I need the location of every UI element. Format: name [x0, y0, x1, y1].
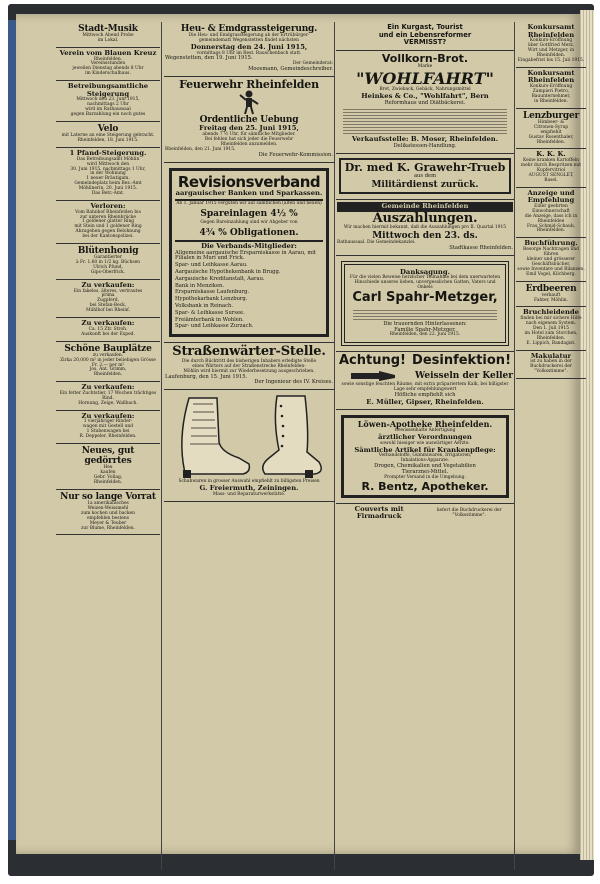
- brand-name: "WOHLFAHRT": [356, 69, 494, 89]
- member-item: Ersparniskasse Laufenburg.: [175, 289, 250, 296]
- ad-text: Verkaufsstelle: B. Moser, Rheinfelden.: [351, 135, 499, 144]
- members-heading: Die Verbands-Mitglieder:: [201, 241, 297, 250]
- member-item: Aargauische Kreditanstalt, Aarau.: [175, 275, 265, 282]
- ad-title: Neues, gut gedörrtes: [81, 445, 135, 467]
- member-item: Allgemeine aargauische Ersparniskasse in Aarau, mit Filialen in Muri und Frick.: [175, 249, 316, 262]
- ad-signature: Die Feuerwehr-Kommission.: [258, 151, 333, 158]
- ad-text: Militärdienst zurück.: [371, 179, 479, 190]
- ad-text: Bei fehlen hat sich jeder die Feuerwehr: [204, 136, 294, 142]
- ad-text: Rheinfelden: [537, 218, 565, 224]
- ad-text: 1 neuer Bräutigam.: [86, 176, 130, 182]
- ad-subtitle: Ordentliche Uebung: [199, 115, 299, 126]
- members-list: [175, 251, 323, 331]
- ad-text: Schuhwaren in grosser Auswahl empfiehlt zu billigsten Preisen: [178, 479, 320, 485]
- ad-text: Rheinfelden.: [536, 228, 566, 234]
- ad-text: Rheinfelden, den 21. Juni 1915.: [165, 146, 236, 152]
- classified-ad: [516, 238, 586, 281]
- ad-text: Meyer & Teuber: [89, 520, 127, 526]
- ad-text: Bauunternehmer,: [531, 93, 571, 99]
- ad-text: prima: [101, 293, 115, 299]
- ad-text: Marke: [417, 64, 433, 70]
- ad-text: Vereinsstunden: [90, 61, 126, 67]
- ad-text: Brot, Zwieback, Gebäck, Nahrungsmittel: [379, 86, 471, 92]
- revisionsverband-ad: [164, 163, 334, 344]
- ad-text: Hornung, Zeige, Wallbach.: [78, 400, 138, 406]
- classified-ad: [56, 22, 160, 48]
- ad-text: gegen Barzahlung ein noch gutes: [70, 112, 146, 118]
- ad-title: Revisionsverband: [177, 172, 321, 191]
- ad-text: Keine kranken Kartoffeln: [522, 158, 580, 164]
- member-item: Spar- und Leihkasse Zurzach.: [175, 323, 254, 330]
- ad-text: Ein Kurgast, Tourist: [387, 23, 463, 31]
- ad-text: Wir machen hiermit bekannt, daß die Auszahlungen pro II. Quartal 1915: [343, 225, 507, 231]
- ad-text: sowie sonstige feuchten Räume, mit extra präpariertem Kalk, bei billigster Lage sehr empfehlungswert: [341, 381, 509, 392]
- ad-text: Verbandstoffe, Gummiwaren, Irrigatoren,: [378, 453, 472, 459]
- ad-subtitle: aargauischer Banken und Sparkassen.: [175, 189, 323, 198]
- ad-text: kaufen: [100, 470, 116, 476]
- classified-ad: [56, 318, 160, 341]
- classified-ad: [516, 351, 586, 379]
- ad-text: Sämtliche Artikel für Krankenpflege:: [354, 445, 496, 454]
- ad-text: Mass- und Reparaturwerkstätte.: [212, 491, 286, 497]
- ad-title: Löwen-Apotheke Rheinfelden.: [357, 419, 493, 430]
- ad-text: zum kochen und backen: [81, 510, 135, 516]
- ad-text: abends 7 ½ Uhr, für sämtliche Mitglieder.: [202, 132, 296, 137]
- ad-text: Das Betreibungsamt Möhlin: [76, 156, 140, 162]
- ad-date: Freitag den 25. Juni 1915,: [199, 124, 299, 133]
- ad-text: 1 Stubenwagen bei: [86, 429, 130, 435]
- ad-text: Citronen-Syrup: [533, 124, 569, 130]
- classified-ad: [56, 444, 160, 490]
- ad-text: Vom Bahnhof Rheinfelden bis: [75, 209, 141, 215]
- ad-title: Heu- & Emdgrassteigerung.: [180, 24, 318, 34]
- ad-text: finden bei mir sichere Hilfe: [520, 316, 582, 322]
- interest-rate: Spareinlagen 4½ %: [200, 208, 298, 219]
- ad-text: Rheinfelden, 18. Juni 1915.: [77, 138, 139, 144]
- ad-text: empfiehlt: [540, 129, 562, 135]
- ad-text: Rheinfelden.: [93, 56, 123, 62]
- column-rule: [334, 22, 335, 870]
- ads-column-2: [164, 22, 334, 870]
- ad-name: E. Müller, Gipser, Rheinfelden.: [366, 397, 484, 406]
- ad-signature: Stadtkasse Rheinfelden.: [449, 245, 513, 252]
- ad-text: gemeindematt Wegenstetten findet nächsten: [199, 38, 299, 43]
- ad-title: Danksagung.: [400, 267, 450, 276]
- ad-title: Achtung!: [339, 353, 406, 369]
- column-rule: [514, 22, 515, 870]
- desinfektion-ad: [336, 352, 514, 410]
- ad-text: Der Gemeinderat:: [292, 61, 333, 67]
- interest-rate: 4¾ % Obligationen.: [199, 227, 299, 238]
- ad-text: jeweilen Dienstag abends 8 Uhr: [72, 66, 144, 72]
- ad-text: à Fr. 1.60 in 1/2 kg. Büchsen: [75, 260, 140, 266]
- ad-text: Möhlinerin, 20. Juni 1915.: [78, 186, 138, 192]
- ad-text: Wegenstetten, den 19. Juni 1915.: [165, 55, 253, 62]
- ad-text: 1a amerikanisches: [87, 500, 129, 506]
- ad-text: Mittwoch Abend Probe: [82, 33, 134, 39]
- ad-text: Zugpferd,: [96, 298, 120, 304]
- ad-text: Rheinfelden anzumelden.: [220, 141, 278, 147]
- ad-title: Feuerwehr Rheinfelden: [179, 78, 319, 91]
- ad-date: Donnerstag den 24. Juni 1915,: [190, 42, 308, 51]
- member-item: Bank in Menziken.: [175, 282, 225, 289]
- ad-title: 1 Pfand-Steigerung.: [69, 149, 147, 158]
- ad-text: Konkurs-Eröffnung: [529, 84, 573, 90]
- boots-illustration: [169, 392, 329, 480]
- ad-text: kleiner und grösserer Geschäftsbücher,: [526, 256, 576, 267]
- ad-text: Prompter Versand in die Umgebung.: [384, 474, 466, 480]
- ad-text: Zampieri Pietro,: [532, 88, 570, 94]
- ad-text: Möhlin wird hiermit zur Wiederbesetzung ausgeschrieben.: [183, 368, 315, 374]
- ad-title: Buchführung.: [524, 239, 578, 248]
- ad-title: Lenzburger: [522, 110, 580, 121]
- ad-text: Ulrich Pfund,: [93, 265, 123, 271]
- ad-text: wird Mittwoch den: [86, 161, 130, 167]
- ad-text: im Kinderschulhaus.: [85, 71, 131, 77]
- ad-text: nach eigenem System.: [525, 320, 577, 326]
- ad-text: Couverts mit Firmadruck: [354, 504, 404, 521]
- ad-text: bei der Kantonspolizei.: [82, 234, 134, 240]
- ad-text: Mittwoch den 23. Juni 1915,: [76, 97, 140, 103]
- heu-ad: [164, 22, 334, 77]
- ad-text: mit Stein und 1 goldener Ring: [74, 224, 142, 230]
- classified-ad: [56, 122, 160, 148]
- ad-title: Desinfektion!: [412, 353, 511, 369]
- apotheke-ad: [336, 410, 514, 504]
- ad-text: mehr durch Bespritzen mit: [520, 162, 582, 168]
- ad-text: Mühlhof bei Rheinf.: [85, 308, 131, 314]
- ad-text: Weisseln der Keller: [414, 370, 513, 381]
- ad-text: Drogen, Chemikalien und Vegetabilien: [374, 462, 476, 469]
- ad-text: Rheinfelden.: [93, 479, 123, 485]
- ad-text: R. Deppeler, Rheinfelden.: [79, 434, 137, 440]
- classified-ad: [516, 307, 586, 350]
- ad-text: Familie Spahr-Metzger.: [394, 326, 456, 333]
- fine-print-block: [343, 108, 507, 134]
- ad-text: Für die vielen Beweise herzlicher Teilnahme bei dem unerwarteten Hinschiede unseres lieben, unvergesslichen Gatten, Vaters und Onkels: [349, 275, 501, 291]
- ad-text: nachmittags 2 Uhr: [87, 102, 129, 108]
- deceased-name: Carl Spahr-Metzger,: [352, 290, 498, 306]
- ad-text: aus dem: [413, 173, 437, 180]
- member-item: Volksbank in Reinach.: [175, 303, 234, 310]
- ad-text: Heinkes & Co., "Wohlfahrt", Bern: [361, 91, 489, 100]
- ad-title: Zu verkaufen:: [81, 280, 135, 289]
- ad-text: ist zu haben in der: [530, 359, 572, 365]
- ad-signature: Der Ingenieur des IV. Kreises.: [254, 379, 333, 386]
- ad-text: Höfliche empfiehlt sich: [394, 391, 456, 398]
- classified-ad: [56, 81, 160, 122]
- ad-text: Garantierter: [94, 255, 122, 261]
- ad-title: Anzeige und Empfehlung: [527, 188, 575, 205]
- ad-text: Das Betr.-Amt.: [91, 191, 125, 197]
- ad-text: Kupfervitriol: [536, 167, 566, 173]
- ad-title: Konkursamt Rheinfelden: [527, 23, 575, 39]
- ad-text: im Hotel zum Storchen,: [524, 330, 578, 336]
- ad-title: Verloren:: [90, 202, 126, 211]
- doctor-name: Dr. med K. Grawehr-Trueb: [344, 160, 506, 174]
- ad-title: Gemeinde Rheinfelden: [337, 202, 513, 212]
- ad-text: Ein fetter Zuchtstier, 17 Wochen trächtiges: [59, 390, 157, 396]
- classified-ad: [56, 148, 160, 201]
- ad-title: Makulatur: [530, 351, 572, 360]
- ad-text: Rind.: [102, 395, 114, 401]
- danksagung-ad: [336, 256, 514, 352]
- classified-ad: [56, 280, 160, 318]
- ads-column-3: [336, 22, 514, 870]
- ad-text: Abzugeben gegen Belohnung: [75, 229, 141, 235]
- ad-text: Rheinfelden.: [93, 372, 123, 378]
- ad-title: Nur so lange Vorrat: [60, 491, 156, 502]
- classified-ad: [516, 282, 586, 308]
- ad-text: Inhalations-Apparate.: [400, 458, 450, 464]
- ad-text: liefert die Buchdruckerei der "Volksstimme".: [436, 507, 502, 518]
- strassenwaerter-ad: [164, 343, 334, 390]
- classified-ad: [56, 382, 160, 410]
- classified-ad: [516, 188, 586, 239]
- ad-text: Die trauernden Hinterlassenen:: [383, 320, 467, 327]
- ad-title: Blütenhonig: [77, 246, 139, 257]
- ad-title: Betreibungsamtliche Steigerung: [67, 82, 149, 98]
- ad-subtitle: Auszahlungen.: [372, 210, 478, 226]
- ad-text: Den 1. Juli 1915: [533, 325, 569, 331]
- ad-text: sowohl hiesiger wie auswärtiger Aerzte.: [380, 440, 470, 446]
- ad-text: Besorge Nachtragen und führen: [523, 247, 579, 257]
- ad-text: Heu: [103, 465, 113, 471]
- ad-text: VERMISST?: [403, 38, 447, 47]
- classified-ad: [56, 244, 160, 280]
- ad-text: Reformhaus und Diätbäckerei.: [384, 99, 466, 106]
- fireman-icon: [238, 89, 260, 115]
- classifieds-column-4: [516, 22, 586, 870]
- ad-text: Gebr. Vollag,: [93, 474, 123, 480]
- ad-date: Mittwoch den 23. ds.: [372, 231, 478, 242]
- ad-text: in der Wohnung: [90, 171, 126, 177]
- ad-text: Wirt und Metzger, in Rheinfelden.: [527, 48, 575, 58]
- ad-text: sowie Inventare und Bilanzen.: [517, 266, 585, 272]
- ad-text: Die durch Rücktritt des bisherigen Inhabers erledigte Stelle: [181, 358, 317, 364]
- ad-title: Straßenwärter-Stelle.: [172, 344, 326, 360]
- ad-text: verkauft: [541, 292, 561, 298]
- ad-text: die Anzeige, dass ich in: [524, 213, 578, 219]
- ad-text: Laufenburg, den 15. Juni 1915.: [165, 373, 248, 380]
- ad-text: Zirka 20,000 m² in jeder beliebigen Grösse: [60, 357, 156, 363]
- ad-title: Velo: [97, 124, 119, 135]
- ad-text: Emil Vogel, Kilchberg.: [526, 271, 576, 277]
- column-rule: [161, 22, 162, 870]
- ad-title: K. K. K.: [536, 150, 566, 159]
- ad-text: wagen mit Gestell und: [82, 424, 134, 430]
- classified-ad: [56, 201, 160, 244]
- ad-text: im Lokal.: [97, 38, 119, 43]
- fine-print-block: [353, 308, 497, 320]
- ad-text: E. Lippich, Bandagist.: [526, 340, 576, 346]
- ad-text: Ab 1. Januar 1915 vergüten wir auf sämtlichen (alten und neuen): [176, 200, 322, 206]
- book-spine: [8, 20, 16, 840]
- ad-text: Fr. 2.— per m²: [91, 362, 125, 368]
- ad-text: Rheinfelden.: [536, 335, 566, 341]
- ad-title: Schöne Bauplätze: [64, 343, 152, 354]
- ad-text: AUGUST SENGLET,: [528, 172, 574, 178]
- ad-text: vormittags 8 Uhr im Rest. Rauschenbach statt.: [196, 50, 302, 56]
- ad-text: Himbeer- &: [537, 119, 565, 125]
- classified-ad: [516, 22, 586, 68]
- ad-text: ärztlicher Verordnungen: [378, 432, 472, 441]
- ad-text: Rheinfelden, den 22. Juni 1915.: [389, 332, 461, 338]
- ad-text: Gewissenhafte Anfertigung: [394, 428, 456, 434]
- schuh-ad: [164, 390, 334, 501]
- ad-title: Konkursamt Rheinfelden: [527, 68, 575, 85]
- ad-text: Konkurs-Eröffnung: [529, 38, 573, 44]
- ad-title: Zu verkaufen:: [81, 319, 135, 328]
- ad-text: Buchdruckerei der "Volksstimme".: [530, 364, 572, 375]
- ad-text: zur Blume, Rheinfelden.: [81, 525, 135, 531]
- ad-text: Gustav Rosenthaler,: [528, 134, 574, 140]
- ad-text: Tierarznei-Mittel.: [401, 468, 449, 475]
- ad-name: G. Freiermuth, Zeiningen.: [199, 484, 299, 493]
- classified-ad: [56, 411, 160, 444]
- member-item: Hypothekarbank Lenzburg.: [175, 296, 248, 303]
- ad-text: Rheinfelden.: [536, 139, 566, 145]
- ad-text: Frau Schmid-Schaub,: [526, 223, 576, 229]
- ad-text: 1 goldener glatter Ring: [81, 219, 135, 225]
- ad-text: und ein Lebensreformer: [378, 30, 472, 39]
- feuerwehr-ad: [164, 77, 334, 163]
- ad-text: Jos. Ant. Grimm,: [89, 367, 127, 373]
- ad-text: wird im Rathaussaal: [85, 107, 131, 113]
- ad-name: R. Bentz, Apotheker.: [361, 479, 489, 493]
- ad-text: Weizen-Weissmehl: [87, 505, 129, 511]
- member-item: Aargauische Hypothekenbank in Brugg.: [175, 268, 281, 275]
- pointing-hand-icon: [349, 369, 399, 383]
- kurgast-ad: [336, 22, 514, 51]
- ad-signature: Moosmann, Gemeindeschreiber.: [248, 66, 333, 73]
- classified-ad: [516, 68, 586, 109]
- ad-text: Auskunft bei der Exped.: [81, 331, 135, 337]
- classifieds-column-1: [56, 22, 160, 870]
- ad-text: Fahter, Möhlin.: [534, 297, 568, 303]
- ad-title: Bruchleidende: [523, 308, 579, 317]
- classified-ad: [516, 149, 586, 187]
- ad-text: Basel.: [544, 177, 558, 183]
- classified-ad: [56, 342, 160, 383]
- gemeinde-ad: [336, 200, 514, 256]
- ad-text: Einer geehrten Einwohnerschaft: [532, 203, 570, 214]
- doctor-ad: [336, 154, 514, 200]
- ad-text: Die Heu- und Emdgrassteigerung ab der Ertrübürger-: [188, 33, 310, 39]
- ad-text: Delikatessen-Handlung.: [393, 142, 457, 149]
- ad-text: in Rheinfelden.: [534, 98, 568, 104]
- member-item: Spar- & Leihkasse Sursee.: [175, 309, 245, 316]
- ad-title: Verein vom Blauen Kreuz: [59, 48, 157, 57]
- ad-text: über Gottfried Merz,: [527, 43, 575, 49]
- ad-text: 30. Juni 1915, nachmittags 1 Uhr,: [70, 166, 146, 172]
- classified-ad: [56, 48, 160, 81]
- member-item: Freiämterbank in Wohlen.: [175, 316, 244, 323]
- ad-text: 1 vierjähriger Rinder-: [83, 419, 133, 425]
- ad-text: eines Wärters auf der Straßenstrecke Rheinfelden-: [192, 363, 306, 369]
- ad-text: Gegen Bareinzahlung sind wir Abgeber von: [200, 219, 298, 225]
- ad-title: Erdbeeren: [525, 283, 577, 294]
- classified-ad: [56, 490, 160, 536]
- couverts-ad: [336, 504, 514, 524]
- ad-title: Vollkorn-Brot.: [381, 51, 469, 65]
- ad-text: Ein fakeles, älteres, vertrautes: [73, 288, 143, 294]
- ad-text: Gips-Oberfrick.: [90, 270, 126, 276]
- ad-text: empfehlen bestens: [87, 515, 129, 521]
- ad-title: Stadt-Musik: [78, 24, 138, 34]
- ad-text: zu verkaufen.: [92, 352, 124, 358]
- ad-text: Gemeindeplatz beim Bez.-Amt: [74, 181, 142, 187]
- classified-ad: [516, 109, 586, 150]
- ad-text: Rathaussaal. Die Gemeindekanzlei.: [337, 240, 416, 246]
- ad-text: Ca. 15 Ztr. Stroh.: [88, 326, 128, 332]
- ad-text: Eingabefrist bis 15. Juli 1915.: [517, 57, 585, 63]
- ad-text: zur unteren Rheinbrücke: [80, 214, 136, 220]
- ad-title: Zu verkaufen:: [81, 411, 135, 420]
- vollkorn-brot-ad: [336, 51, 514, 154]
- ad-title: Zu verkaufen:: [81, 383, 135, 392]
- ad-text: mit Laterne an eine Steigerung gebracht.: [61, 133, 155, 139]
- member-item: Spar- und Leihkasse Aarau.: [175, 262, 248, 269]
- ad-text: bei Stefan-Beck,: [89, 303, 127, 309]
